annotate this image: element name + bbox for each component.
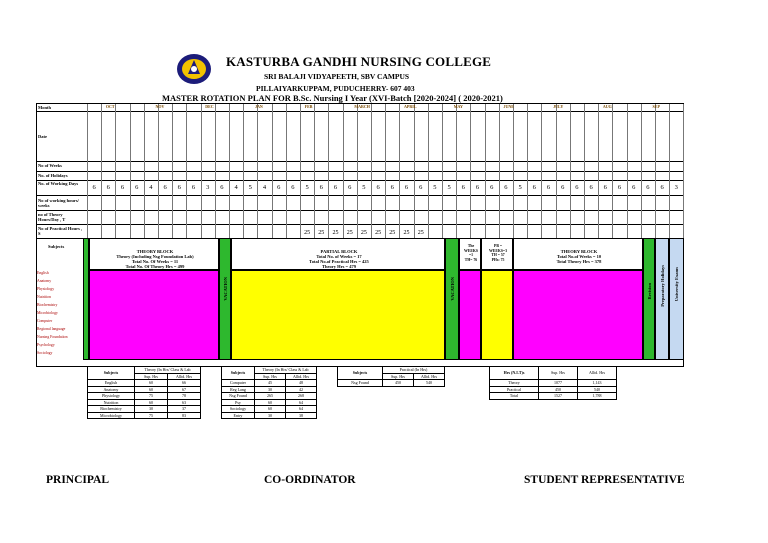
- revision-label: Revision: [647, 283, 652, 300]
- table-cell: 64: [286, 399, 317, 406]
- table-cell: 30: [255, 386, 286, 393]
- theory-block-2-line2: Total Theory Hrs = 378: [556, 259, 602, 264]
- coordinator-signature: CO-ORDINATOR: [264, 474, 356, 486]
- partial-block-cells: [231, 270, 445, 360]
- table-cell: 67: [168, 386, 201, 393]
- working-days-cell: 6: [561, 184, 565, 191]
- week-column-line: [456, 104, 457, 238]
- week-column-line: [499, 104, 500, 238]
- th-weeks-line4: TH= 76: [464, 257, 478, 262]
- practical-hours-cell: 25: [375, 230, 382, 236]
- working-days-cell: 6: [603, 184, 607, 191]
- week-column-line: [385, 104, 386, 238]
- table-2-col1: Sup. Hrs: [255, 373, 286, 380]
- table-cell: Total: [490, 393, 539, 400]
- working-days-cell: 6: [163, 184, 167, 191]
- vacation-1-label: VACATION: [223, 277, 228, 301]
- table-cell: 265: [255, 393, 286, 400]
- table-cell: 1,143: [578, 380, 617, 387]
- table-cell: 60: [135, 399, 168, 406]
- table-cell: Entry: [222, 412, 255, 419]
- table-2-subheader: Theory (In Hrs/ Class & Lab: [255, 367, 317, 374]
- orientation-strip: [83, 238, 89, 360]
- week-column-line: [598, 104, 599, 238]
- week-column-line: [300, 104, 301, 238]
- week-column-line: [627, 104, 628, 238]
- week-column-line: [314, 104, 315, 238]
- th-weeks-cells: [459, 270, 481, 360]
- subject-name: Sociology: [37, 351, 53, 355]
- week-column-line: [130, 104, 131, 238]
- week-column-line: [570, 104, 571, 238]
- table-row: [222, 412, 317, 419]
- working-days-cell: 5: [305, 184, 309, 191]
- practical-hours-label: No of Practical Hours , S: [38, 226, 83, 236]
- student-rep-signature: STUDENT REPRESENTATIVE: [524, 474, 685, 486]
- table-row: [88, 412, 201, 419]
- table-cell: Physiology: [88, 393, 135, 400]
- table-cell: 64: [286, 406, 317, 413]
- pb-weeks-header: [481, 238, 513, 270]
- vacation-2: [445, 238, 459, 360]
- table-cell: 1077: [539, 380, 578, 387]
- week-column-line: [101, 104, 102, 238]
- working-days-cell: 6: [390, 184, 394, 191]
- working-days-cell: 6: [376, 184, 380, 191]
- table-cell: 45: [255, 380, 286, 387]
- theory-block-1-line3: Total No. Of Theory Hrs = 499: [125, 264, 185, 269]
- week-column-line: [683, 104, 684, 238]
- theory-block-2-line1: Total No.of Weeks = 10: [556, 254, 602, 259]
- working-days-cell: 6: [404, 184, 409, 191]
- subject-name: Anatomy: [37, 279, 52, 283]
- working-days-cell: 6: [319, 184, 323, 191]
- week-column-line: [357, 104, 358, 238]
- week-column-line: [556, 104, 557, 238]
- subject-name: Microbiology: [37, 311, 58, 315]
- table-cell: 1527: [539, 393, 578, 400]
- revision-block: [643, 238, 655, 360]
- practical-hours-cell: 25: [304, 230, 311, 236]
- table-cell: 78: [168, 393, 201, 400]
- week-column-line: [541, 104, 542, 238]
- week-column-line: [399, 104, 400, 238]
- working-days-cell: 6: [589, 184, 593, 191]
- weeks-label: No of Weeks: [38, 163, 62, 168]
- table-cell: 42: [286, 386, 317, 393]
- week-column-line: [172, 104, 173, 238]
- working-days-cell: 4: [262, 184, 267, 191]
- th-weeks-header: [459, 238, 481, 270]
- summary-table-3: [337, 366, 445, 387]
- table-cell: Computer: [222, 380, 255, 387]
- month-header: DEC: [205, 104, 214, 109]
- table-cell: 30: [255, 412, 286, 419]
- university-exams-label: University Exams: [674, 267, 679, 302]
- week-column-line: [201, 104, 202, 238]
- table-4-col2: Alltd. Hrs: [578, 367, 617, 380]
- table-cell: 75: [135, 393, 168, 400]
- th-weeks-line1: The: [467, 244, 475, 248]
- table-cell: English: [88, 380, 135, 387]
- table-cell: 540: [578, 386, 617, 393]
- table-cell: 450: [539, 386, 578, 393]
- week-column-line: [215, 104, 216, 238]
- subject-name: English: [37, 271, 49, 275]
- pb-weeks-line3: TH = 57: [491, 253, 505, 257]
- table-cell: 30: [135, 406, 168, 413]
- table-cell: Reg Lang: [222, 386, 255, 393]
- working-days-cell: 6: [191, 184, 196, 191]
- pb-weeks-line2: WEEKS=3: [489, 248, 507, 253]
- table-cell: 63: [168, 399, 201, 406]
- table-cell: 60: [135, 386, 168, 393]
- table-3-title: Subjects: [338, 367, 383, 380]
- table-row: [222, 406, 317, 413]
- pb-weeks-line1: PB =: [494, 244, 502, 248]
- college-logo: [176, 52, 212, 86]
- month-header: NOV: [155, 104, 165, 109]
- table-row: [222, 393, 317, 400]
- table-cell: Nutrition: [88, 399, 135, 406]
- week-column-line: [343, 104, 344, 238]
- table-cell: Biochemistry: [88, 406, 135, 413]
- working-days-label: No. of Working Days: [38, 181, 79, 186]
- prep-holidays-block: [655, 238, 669, 360]
- month-label: Month: [38, 105, 52, 110]
- week-column-line: [144, 104, 145, 238]
- theory-hours-label: no of Theory Hours/Day , T: [38, 212, 66, 222]
- table-3-col2: Alltd. Hrs: [414, 373, 445, 380]
- week-column-line: [229, 104, 230, 238]
- subject-name: Nutrition: [37, 295, 51, 299]
- table-1-subheader: Theory (In Hrs/ Class & Lab: [135, 367, 201, 374]
- week-column-line: [286, 104, 287, 238]
- rotation-grid: [36, 103, 684, 418]
- date-label: Date: [38, 134, 47, 139]
- table-3-col1: Sup. Hrs: [383, 373, 414, 380]
- working-days-cell: 6: [333, 184, 338, 191]
- working-days-cell: 6: [220, 184, 224, 191]
- table-cell: 48: [286, 380, 317, 387]
- practical-hours-cell: 25: [389, 230, 396, 236]
- subject-name: Nursing Foundation: [37, 335, 68, 339]
- table-1-col2: Alltd. Hrs: [168, 373, 201, 380]
- table-cell: 37: [168, 406, 201, 413]
- holidays-label: No. of Holidays: [38, 173, 68, 178]
- theory-block-2-header: [513, 238, 643, 270]
- practical-hours-cell: 25: [332, 230, 339, 236]
- week-column-line: [243, 104, 244, 238]
- table-cell: Sociology: [222, 406, 255, 413]
- working-days-cell: 5: [362, 184, 366, 191]
- working-days-cell: 6: [419, 184, 423, 191]
- month-header: AUG: [602, 104, 612, 109]
- prep-holidays-label: Preparatory Holidays: [660, 265, 665, 307]
- table-cell: Anatomy: [88, 386, 135, 393]
- working-days-cell: 5: [248, 184, 252, 191]
- subject-name: Computer: [37, 319, 53, 323]
- week-column-line: [527, 104, 528, 238]
- campus-name: SRI BALAJI VIDYAPEETH, SBV CAMPUS: [264, 72, 410, 81]
- working-days-cell: 6: [546, 184, 551, 191]
- working-days-cell: 5: [518, 184, 522, 191]
- vacation-2-label: VACATION: [450, 277, 455, 301]
- partial-block-line3: Theory Hrs = 479: [322, 264, 356, 269]
- theory-block-2-title: THEORY BLOCK: [560, 249, 598, 254]
- table-row: [222, 399, 317, 406]
- practical-hours-cell: 25: [318, 230, 325, 236]
- week-column-line: [641, 104, 642, 238]
- table-3-subheader: Practical (In Hrs): [383, 367, 445, 374]
- table-cell: Psy: [222, 399, 255, 406]
- theory-block-2-cells: [513, 270, 643, 360]
- working-days-cell: 6: [532, 184, 536, 191]
- month-header: APRIL: [404, 104, 417, 109]
- table-cell: 60: [255, 399, 286, 406]
- table-4-title: Hrs (N.I.T)s: [490, 367, 539, 380]
- table-cell: 1,788: [578, 393, 617, 400]
- working-hours-label: No of working hours/ weeks: [38, 198, 79, 208]
- table-2-title: Subjects: [222, 367, 255, 380]
- table-cell: 60: [255, 406, 286, 413]
- table-row: [338, 380, 445, 387]
- theory-block-1-title: THEORY BLOCK: [136, 249, 174, 254]
- month-header: JUNE: [503, 104, 514, 109]
- week-column-line: [442, 104, 443, 238]
- subject-name: Psychology: [37, 343, 55, 347]
- month-header: FEB: [304, 104, 313, 109]
- working-days-cell: 5: [433, 184, 437, 191]
- table-cell: 75: [135, 412, 168, 419]
- working-days-cell: 6: [92, 184, 96, 191]
- working-days-cell: 6: [575, 184, 579, 191]
- table-cell: 450: [383, 380, 414, 387]
- working-days-cell: 6: [617, 184, 622, 191]
- table-1-title: Subjects: [88, 367, 135, 380]
- month-header: JAN: [254, 104, 263, 109]
- working-days-cell: 6: [106, 184, 110, 191]
- college-address: PILLAIYARKUPPAM, PUDUCHERRY- 607 403: [256, 84, 415, 93]
- summary-table-4: [489, 366, 617, 400]
- university-exams-block: [669, 238, 684, 360]
- week-column-line: [371, 104, 372, 238]
- theory-block-1-header: [89, 238, 219, 270]
- week-column-line: [115, 104, 116, 238]
- pb-weeks-cells: [481, 270, 513, 360]
- practical-hours-cell: 25: [417, 230, 424, 236]
- month-header: SEP: [652, 104, 660, 109]
- table-row: [222, 380, 317, 387]
- table-2-col2: Alltd. Hrs: [286, 373, 317, 380]
- practical-hours-cell: 25: [360, 230, 367, 236]
- vacation-1: [219, 238, 231, 360]
- month-header: MARCH: [354, 104, 370, 109]
- week-column-line: [158, 104, 159, 238]
- table-cell: 60: [135, 380, 168, 387]
- table-cell: 268: [286, 393, 317, 400]
- week-column-line: [87, 104, 88, 238]
- week-column-line: [470, 104, 471, 238]
- table-cell: 83: [168, 412, 201, 419]
- pb-weeks-line4: PHs: 75: [491, 257, 505, 262]
- working-days-cell: 3: [674, 184, 678, 191]
- table-cell: Nsg Found: [222, 393, 255, 400]
- practical-hours-cell: 25: [403, 230, 410, 236]
- table-4-col1: Sup. Hrs: [539, 367, 578, 380]
- working-days-cell: 4: [149, 184, 153, 191]
- table-cell: 66: [168, 380, 201, 387]
- working-days-cell: 6: [135, 184, 139, 191]
- table-cell: Microbiology: [88, 412, 135, 419]
- table-cell: Nsg Found: [338, 380, 383, 387]
- working-days-cell: 6: [504, 184, 508, 191]
- table-cell: Practical: [490, 386, 539, 393]
- theory-block-1-cells: [89, 270, 219, 360]
- week-column-line: [428, 104, 429, 238]
- partial-block-header: [231, 238, 445, 270]
- week-column-line: [655, 104, 656, 238]
- partial-block-line1: Total No. of Weeks = 17: [316, 254, 362, 259]
- week-column-line: [414, 104, 415, 238]
- plan-title: MASTER ROTATION PLAN FOR B.Sc. Nursing I Year (XVI-Batch [2020-2024] ( 2020-2021): [162, 93, 503, 103]
- week-column-line: [669, 104, 670, 238]
- working-days-cell: 3: [206, 184, 210, 191]
- week-column-line: [612, 104, 613, 238]
- week-column-line: [257, 104, 258, 238]
- subject-name: Regional language: [37, 327, 66, 331]
- theory-block-1-line2: Total No. Of Weeks = 11: [131, 259, 179, 264]
- table-row: [490, 393, 617, 400]
- subject-name: Biochemistry: [37, 303, 58, 307]
- working-days-cell: 6: [120, 184, 125, 191]
- summary-table-2: [221, 366, 317, 419]
- subjects-label: Subjects: [48, 244, 65, 249]
- working-days-cell: 6: [632, 184, 636, 191]
- partial-block-line2: Total No.of Practical Hrs = 425: [309, 259, 369, 264]
- working-days-cell: 6: [277, 184, 281, 191]
- working-days-cell: 6: [348, 184, 352, 191]
- week-column-line: [186, 104, 187, 238]
- table-cell: 38: [286, 412, 317, 419]
- month-header: JULY: [553, 104, 564, 109]
- subject-name: Physiology: [37, 287, 55, 291]
- week-column-line: [485, 104, 486, 238]
- working-days-cell: 6: [177, 184, 181, 191]
- working-days-cell: 4: [234, 184, 238, 191]
- month-header: OCT: [105, 104, 115, 109]
- partial-block-title: PARTIAL BLOCK: [320, 249, 358, 254]
- week-column-line: [584, 104, 585, 238]
- working-days-cell: 6: [646, 184, 650, 191]
- month-header: MAY: [453, 104, 463, 109]
- table-1-col1: Sup. Hrs: [135, 373, 168, 380]
- table-cell: Theory: [490, 380, 539, 387]
- working-days-cell: 5: [447, 184, 451, 191]
- college-name: KASTURBA GANDHI NURSING COLLEGE: [226, 54, 492, 69]
- table-row: [222, 386, 317, 393]
- week-column-line: [272, 104, 273, 238]
- practical-hours-cell: 25: [346, 230, 353, 236]
- week-column-line: [513, 104, 514, 238]
- principal-signature: PRINCIPAL: [46, 474, 110, 486]
- week-column-line: [328, 104, 329, 238]
- table-cell: 540: [414, 380, 445, 387]
- working-days-cell: 6: [475, 184, 480, 191]
- working-days-cell: 6: [490, 184, 494, 191]
- working-days-cell: 6: [291, 184, 295, 191]
- theory-block-1-line1: Theory (Including Nsg Foundation Lab): [116, 254, 194, 259]
- working-days-cell: 6: [461, 184, 465, 191]
- th-weeks-line3: =1: [468, 253, 474, 257]
- working-days-cell: 6: [660, 184, 664, 191]
- summary-table-1: [87, 366, 201, 419]
- th-weeks-line2: WEEKS: [464, 248, 478, 253]
